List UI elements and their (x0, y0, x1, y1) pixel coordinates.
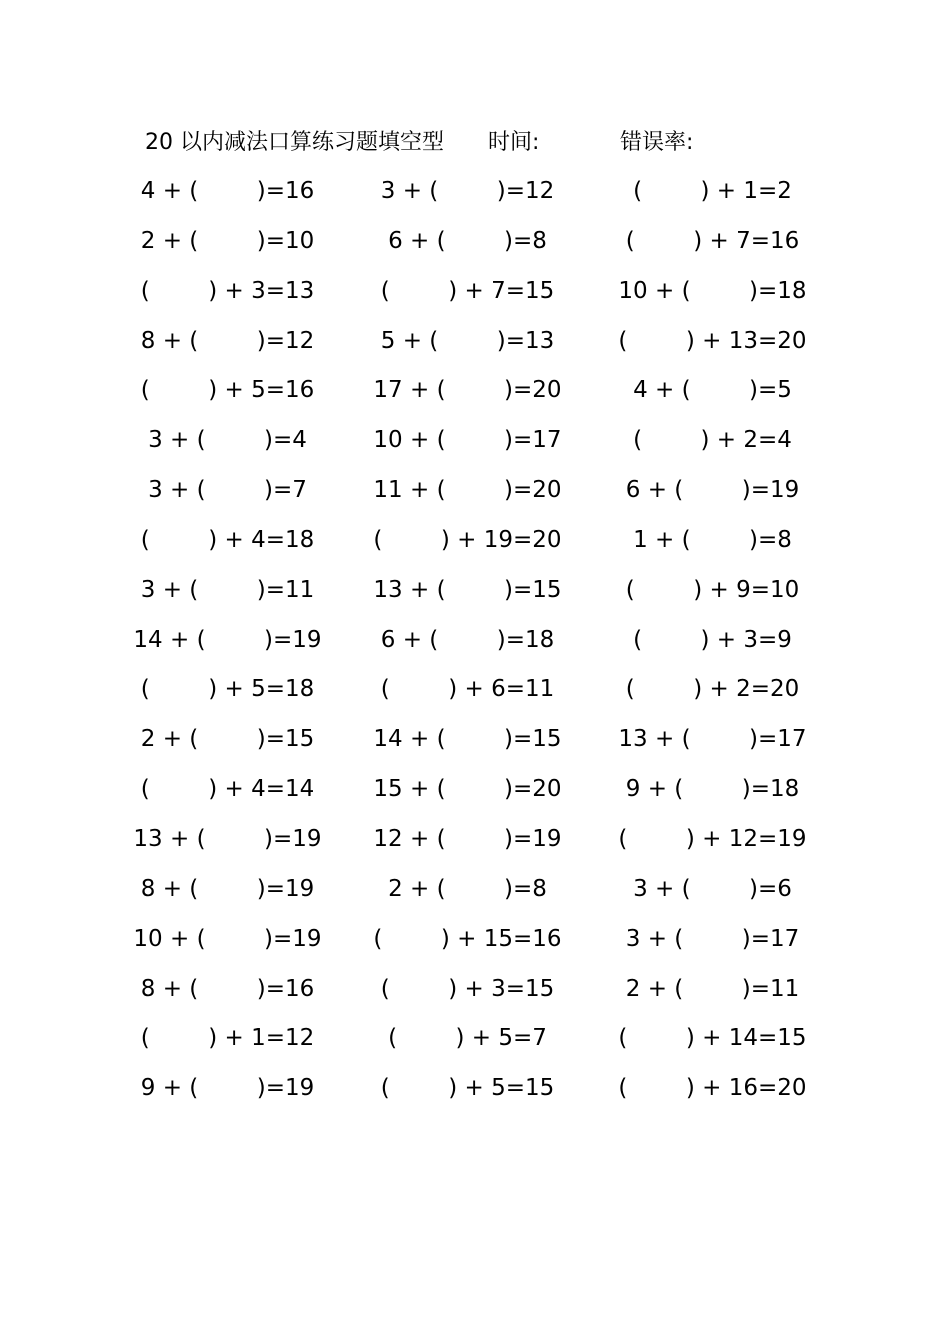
problem-row (0, 871, 950, 921)
problem-row (0, 721, 950, 771)
problem-item: 3 + ( )=7 (148, 477, 307, 504)
problem-item: ( ) + 5=16 (140, 377, 315, 404)
problem-item: 15 + ( )=20 (373, 776, 562, 803)
problem-item: ( ) + 5=7 (388, 1025, 547, 1052)
problem-item: ( ) + 4=14 (140, 776, 315, 803)
problem-row (0, 372, 950, 422)
problem-item: ( ) + 4=18 (140, 526, 315, 553)
problem-row (0, 572, 950, 622)
problem-item: ( ) + 7=16 (625, 227, 800, 254)
problem-row (0, 273, 950, 323)
problem-row (0, 522, 950, 572)
problem-item: ( ) + 9=10 (625, 576, 800, 603)
problem-row (0, 821, 950, 871)
problem-item: 11 + ( )=20 (373, 477, 562, 504)
problem-row (0, 671, 950, 721)
problem-item: 10 + ( )=19 (133, 925, 322, 952)
problem-row (0, 323, 950, 373)
problem-item: ( ) + 3=15 (380, 975, 555, 1002)
problem-item: ( ) + 3=9 (633, 626, 792, 653)
problem-item: ( ) + 1=12 (140, 1025, 315, 1052)
problem-item: ( ) + 16=20 (618, 1075, 807, 1102)
problem-row (0, 622, 950, 672)
problem-item: 8 + ( )=19 (140, 875, 315, 902)
problem-item: 13 + ( )=17 (618, 726, 807, 753)
problem-item: ( ) + 19=20 (373, 526, 562, 553)
problem-row (0, 422, 950, 472)
problem-item: ( ) + 12=19 (618, 825, 807, 852)
problem-item: 3 + ( )=11 (140, 576, 315, 603)
problem-row (0, 771, 950, 821)
problem-item: 2 + ( )=10 (140, 227, 315, 254)
problem-item: 5 + ( )=13 (380, 327, 555, 354)
problem-row (0, 971, 950, 1021)
problem-row (0, 921, 950, 971)
problem-item: 2 + ( )=11 (625, 975, 800, 1002)
error-rate-label: 错误率: (620, 130, 694, 155)
problem-item: ( ) + 15=16 (373, 925, 562, 952)
problem-item: ( ) + 5=18 (140, 676, 315, 703)
problem-item: 8 + ( )=16 (140, 975, 315, 1002)
problem-row (0, 173, 950, 223)
problem-item: 17 + ( )=20 (373, 377, 562, 404)
problem-item: ( ) + 3=13 (140, 277, 315, 304)
problem-item: 9 + ( )=18 (625, 776, 800, 803)
problem-item: 3 + ( )=17 (625, 925, 800, 952)
problem-item: 13 + ( )=19 (133, 825, 322, 852)
problem-item: 14 + ( )=19 (133, 626, 322, 653)
worksheet-header (0, 126, 950, 160)
problem-row (0, 223, 950, 273)
problem-row (0, 1020, 950, 1070)
problem-item: ( ) + 5=15 (380, 1075, 555, 1102)
problem-item: ( ) + 2=20 (625, 676, 800, 703)
problem-item: ( ) + 6=11 (380, 676, 555, 703)
problem-grid (0, 173, 950, 1120)
problem-row (0, 472, 950, 522)
problem-item: 14 + ( )=15 (373, 726, 562, 753)
problem-item: 12 + ( )=19 (373, 825, 562, 852)
problem-item: 1 + ( )=8 (633, 526, 792, 553)
problem-item: ( ) + 14=15 (618, 1025, 807, 1052)
problem-item: 3 + ( )=4 (148, 427, 307, 454)
problem-item: 6 + ( )=18 (380, 626, 555, 653)
problem-item: 4 + ( )=16 (140, 178, 315, 204)
problem-item: ( ) + 13=20 (618, 327, 807, 354)
problem-item: 8 + ( )=12 (140, 327, 315, 354)
worksheet-title: 20 以内减法口算练习题填空型 (145, 130, 444, 155)
problem-row (0, 1070, 950, 1120)
problem-item: 10 + ( )=18 (618, 277, 807, 304)
problem-item: ( ) + 7=15 (380, 277, 555, 304)
problem-item: 10 + ( )=17 (373, 427, 562, 454)
problem-item: 4 + ( )=5 (633, 377, 792, 404)
problem-item: 3 + ( )=6 (633, 875, 792, 902)
problem-item: ( ) + 2=4 (633, 427, 792, 454)
problem-item: 6 + ( )=8 (388, 227, 547, 254)
problem-item: 2 + ( )=15 (140, 726, 315, 753)
problem-item: 3 + ( )=12 (380, 178, 555, 204)
problem-item: 6 + ( )=19 (625, 477, 800, 504)
problem-item: ( ) + 1=2 (633, 178, 792, 204)
time-label: 时间: (488, 130, 540, 155)
problem-item: 13 + ( )=15 (373, 576, 562, 603)
problem-item: 2 + ( )=8 (388, 875, 547, 902)
problem-item: 9 + ( )=19 (140, 1075, 315, 1102)
